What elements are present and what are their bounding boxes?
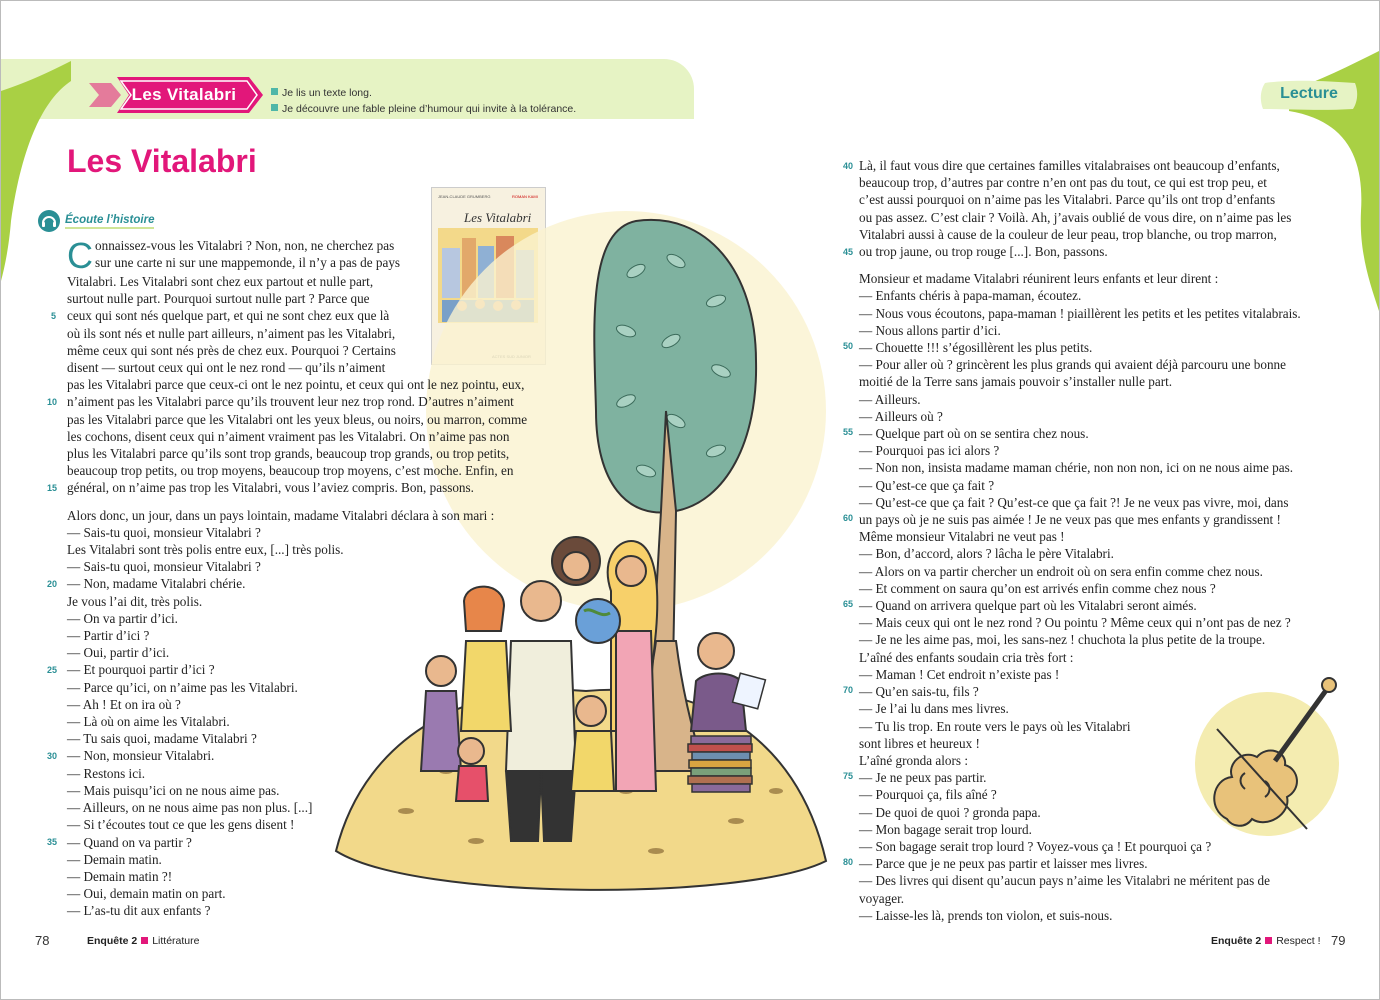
text-line: — Oui, partir d’ici. [67,645,170,661]
objective-item: Je lis un texte long. [271,85,576,101]
text-line: pas les Vitalabri parce que ceux-ci ont le nez pointu, et ceux qui ont le nez pointu, eux, [67,377,525,393]
text-line: L’aîné gronda alors : [859,752,969,768]
text-line: — Des livres qui disent qu’aucun pays n’aime les Vitalabri ne méritent pas de [859,873,1270,889]
violin-illustration [1187,669,1355,849]
text-line: — Non non, insista madame maman chérie, non non non, ici on ne nous aime pas. [859,460,1293,476]
text-line: — Pourquoi pas ici alors ? [859,443,1000,459]
text-line: Là, il faut vous dire que certaines familles vitalabraises ont beaucoup d’enfants, [859,158,1280,173]
text-line: — Tu lis trop. En route vers le pays où les Vitalabri [859,718,1131,734]
text-line: — On va partir d’ici. [67,610,178,626]
text-line: un pays où je ne suis pas aimée ! Je ne veux pas que mes enfants y grandissent ! [859,512,1281,528]
cover-title: Les Vitalabri [464,210,532,225]
text-line: — Ah ! Et on ira où ? [67,696,181,712]
line-number: 15 [47,483,58,493]
text-line: — Demain matin ?! [67,868,173,884]
text-line: beaucoup trop petits, ou trop moyens, beaucoup trop moyens, c’est moche. Enfin, en [67,463,514,479]
text-line: même ceux qui sont nés près de chez eux. Pourquoi ? Certains [67,342,396,358]
footer-topic: Littérature [152,935,200,947]
text-line: — Bon, d’accord, alors ? lâcha le père Vitalabri. [859,546,1114,562]
text-line: — Restons ici. [67,765,146,781]
text-line: — De quoi de quoi ? gronda papa. [859,804,1041,820]
text-line: — Qu’est-ce que ça fait ? Qu’est-ce que ça fait ?! Je ne veux pas vivre, moi, dans [859,494,1289,510]
text-line: L’aîné des enfants soudain cria très fort : [859,649,1074,665]
drop-cap: C [67,235,93,276]
bullet-square-icon [271,104,278,111]
line-number: 10 [47,397,58,407]
ribbon-title: Les Vitalabri [131,85,237,104]
text-line: plus les Vitalabri parce qu’ils sont trop grands, beaucoup trop grands, ou trop petits, [67,446,510,462]
left-text-column [67,237,537,920]
text-line: pas les Vitalabri parce que les Vitalabri ont les yeux bleus, ou noirs, ou marron, comme [67,411,528,427]
text-line: — Sais-tu quoi, monsieur Vitalabri ? [67,524,261,540]
text-line: disent — surtout ceux qui ont le nez rond — qu’ils n’aiment [67,360,386,376]
cover-author: JEAN-CLAUDE GRUMBERG [438,194,491,199]
footer-topic: Respect ! [1276,935,1321,947]
objective-item: Je découvre une fable pleine d’humour qui invite à la tolérance. [271,101,576,117]
text-line: Les Vitalabri sont très polis entre eux, [...] très polis. [67,542,344,558]
footer-section: Enquête 2 [87,935,138,947]
line-number: 5 [51,311,57,321]
text-line: — Son bagage serait trop lourd ? Voyez-vous ça ! Et pourquoi ça ? [859,838,1212,854]
text-line: c’est aussi pourquoi on n’aime pas les Vitalabri. Parce qu’ils ont trop d’enfants [859,192,1276,208]
text-line: — Nous vous écoutons, papa-maman ! piaillèrent les petits et les petites vitalabrais. [859,305,1301,321]
text-line: — Je ne les aime pas, moi, les sans-nez ! chuchota la plus petite de la troupe. [859,632,1266,648]
text-line: — L’as-tu dit aux enfants ? [67,903,211,919]
section-label: Lecture [1280,85,1338,102]
page-number-right: 79 [1331,933,1346,948]
text-line: — Pourquoi ça, fils aîné ? [859,787,997,803]
text-line: — Non, madame Vitalabri chérie. [67,576,246,592]
text-line: les cochons, disent ceux qui n’aiment vraiment pas les Vitalabri. On n’aime pas non [67,428,510,444]
text-line: beaucoup trop, d’autres par contre n’en ont pas du tout, ce qui est trop peu, et [859,175,1267,191]
line-number: 55 [843,427,854,437]
text-line: ceux qui sont nés quelque part, et qui ne sont chez eux que là [67,308,390,324]
text-line: — Quand on va partir ? [67,834,192,850]
text-line: Vitalabri aussi à cause de la couleur de leur peau, trop blanche, ou trop marron, [859,226,1277,242]
text-line: ou trop jaune, ou trop rouge [...]. Bon, passons. [859,244,1108,260]
text-line: — Mon bagage serait trop lourd. [859,821,1032,837]
text-line: Monsieur et madame Vitalabri réunirent leurs enfants et leur dirent : [859,271,1219,287]
text-line: Même monsieur Vitalabri ne veut pas ! [859,529,1065,545]
text-line: — Quand on arrivera quelque part où les Vitalabri seront aimés. [859,598,1197,614]
text-line: Alors donc, un jour, dans un pays lointain, madame Vitalabri déclara à son mari : [67,507,495,523]
line-number: 65 [843,599,854,609]
separator-square-icon [1265,937,1272,944]
text-line: n’aiment pas les Vitalabri parce qu’ils trouvent leur nez trop rond. D’autres n’aiment [67,394,514,410]
text-line: — Parce que je ne peux pas partir et laisser mes livres. [859,856,1148,872]
line-number: 30 [47,751,58,761]
footer-right [1211,935,1321,947]
text-line: — Je ne peux pas partir. [859,770,987,786]
audio-link[interactable] [37,209,154,233]
footer-section: Enquête 2 [1211,935,1262,947]
text-line: — Et pourquoi partir d’ici ? [67,662,215,678]
text-line: — Mais ceux qui ont le nez rond ? Ou pointu ? Même ceux qui n’ont pas de nez ? [859,615,1291,631]
text-line: — Ailleurs où ? [859,408,943,424]
text-line: — Demain matin. [67,851,162,867]
text-line: où ils sont nés et nulle part ailleurs, n’aiment pas les Vitalabri, [67,325,396,341]
text-line: surtout nulle part. Pourquoi surtout nulle part ? Parce que [67,291,370,307]
text-line: — Enfants chéris à papa-maman, écoutez. [859,288,1082,304]
page-number-left: 78 [35,933,50,948]
line-number: 60 [843,513,854,523]
text-line: voyager. [859,890,905,906]
left-green-swoosh [1,61,71,281]
text-line: — Mais puisqu’ici on ne nous aime pas. [67,782,280,798]
footer-left [87,935,199,947]
line-number: 80 [843,857,854,867]
text-line: — Qu’est-ce que ça fait ? [859,477,995,493]
text-line: — Tu sais quoi, madame Vitalabri ? [67,731,257,747]
line-number: 25 [47,665,58,675]
line-number: 70 [843,685,854,695]
text-line: — Je l’ai lu dans mes livres. [859,701,1009,717]
text-line: — Partir d’ici ? [67,628,150,644]
text-line: — Pour aller où ? grincèrent les plus grands qui avaient déjà parcouru une bonne [859,357,1286,373]
page-title: Les Vitalabri [67,143,257,179]
text-line: — Sais-tu quoi, monsieur Vitalabri ? [67,559,261,575]
bullet-square-icon [271,88,278,95]
text-line: — Non, monsieur Vitalabri. [67,748,215,764]
text-line: — Nous allons partir d’ici. [859,322,1001,338]
text-line: — Là où on aime les Vitalabri. [67,714,230,730]
text-line: général, on n’aime pas trop les Vitalabri, vous l’aviez compris. Bon, passons. [67,480,474,496]
line-number: 20 [47,579,58,589]
text-line: — Oui, demain matin on part. [67,886,226,902]
text-line: — Chouette !!! s’égosillèrent les plus petits. [859,340,1093,356]
separator-square-icon [141,937,148,944]
text-line: — Parce qu’ici, on n’aime pas les Vitalabri. [67,679,298,695]
line-number: 45 [843,247,854,257]
text-line: onnaissez-vous les Vitalabri ? Non, non, ne cherchez pas [95,238,395,253]
text-line: — Si t’écoutes tout ce que les gens disent ! [67,817,295,833]
text-line: — Ailleurs. [859,391,921,407]
text-line: — Qu’en sais-tu, fils ? [859,684,979,700]
text-line: — Et comment on saura qu’on est arrivés enfin comme chez nous ? [859,580,1216,596]
text-line: Je vous l’ai dit, très polis. [67,593,203,609]
text-line: ou pas assez. C’est clair ? Voilà. Ah, j’avais oublié de vous dire, on n’aime pas les [859,209,1292,225]
objectives-list [271,85,576,117]
text-line: moitié de la Terre sans jamais pouvoir s’installer nulle part. [859,374,1173,390]
text-line: — Quelque part où on se sentira chez nous. [859,426,1089,442]
audio-link-label: Écoute l’histoire [65,214,154,229]
text-line: Vitalabri. Les Vitalabri sont chez eux partout et nulle part, [67,274,374,289]
cover-genre: ROMAN KAMI [512,194,538,199]
line-number: 75 [843,771,854,781]
line-number: 40 [843,161,854,171]
text-line: — Laisse-les là, prends ton violon, et suis-nous. [859,907,1113,923]
text-line: — Alors on va partir chercher un endroit où on sera enfin comme chez nous. [859,563,1263,579]
text-line: — Ailleurs, on ne nous aime pas non plus. [...] [67,800,313,816]
line-number: 50 [843,341,854,351]
line-number: 35 [47,837,58,847]
text-line: sur une carte ni sur une mappemonde, il n’y a pas de pays [95,255,401,271]
text-line: sont libres et heureux ! [859,735,980,751]
text-line: — Maman ! Cet endroit n’existe pas ! [859,666,1060,682]
headphones-icon [37,209,61,233]
